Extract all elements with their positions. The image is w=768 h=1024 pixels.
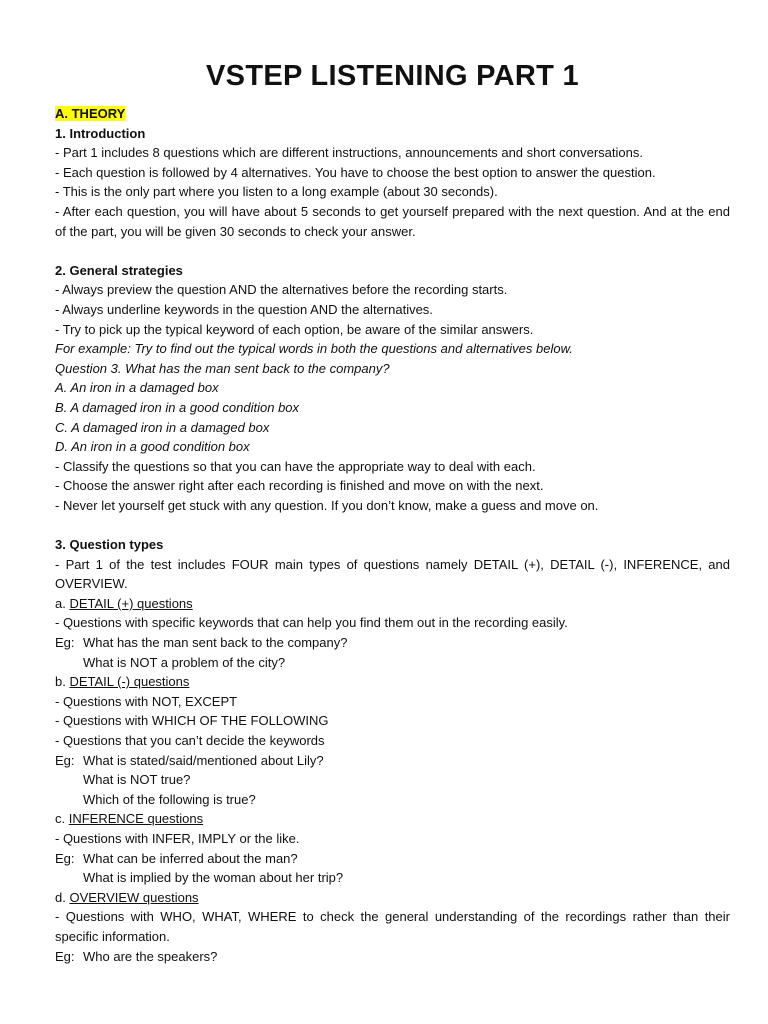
page-title: VSTEP LISTENING PART 1	[206, 60, 579, 92]
type-line: - Questions with WHICH OF THE FOLLOWING	[55, 713, 329, 729]
example-option: B. A damaged iron in a good condition box	[55, 399, 300, 415]
example-option: D. An iron in a good condition box	[55, 439, 250, 455]
type-d-heading: d. OVERVIEW questions	[55, 889, 199, 905]
strategy-line: - Choose the answer right after each recording is finished and move on with the next.	[55, 478, 544, 494]
type-line: - Questions with specific keywords that can help you find them out in the recording easily.	[55, 615, 568, 631]
type-a-heading: a. DETAIL (+) questions	[55, 595, 193, 611]
intro-heading: 1. Introduction	[55, 125, 146, 141]
type-line: - Questions with INFER, IMPLY or the like.	[55, 830, 300, 846]
example-line: What is NOT a problem of the city?	[83, 654, 286, 670]
type-d-title: OVERVIEW questions	[69, 889, 199, 905]
example-question: Question 3. What has the man sent back to the company?	[55, 360, 390, 376]
type-c-title: INFERENCE questions	[68, 811, 204, 827]
eg-label: Eg:	[55, 752, 75, 768]
example-intro: For example: Try to find out the typical words in both the questions and alternatives below.	[55, 341, 573, 357]
example-option: C. A damaged iron in a damaged box	[55, 419, 270, 435]
intro-line: - After each question, you will have about 5 seconds to get yourself prepared with the next question. And at the end of the part, you will be given 30 seconds to check your answer.	[55, 203, 730, 239]
types-intro: - Part 1 of the test includes FOUR main types of questions namely DETAIL (+), DETAIL (-), INFERENCE, and OVERVIEW.	[55, 556, 730, 592]
strategy-line: - Always underline keywords in the question AND the alternatives.	[55, 301, 433, 317]
example-line: Eg: What can be inferred about the man?	[55, 849, 730, 869]
strategy-line: - Try to pick up the typical keyword of each option, be aware of the similar answers.	[55, 321, 534, 337]
strategy-line: - Never let yourself get stuck with any question. If you don’t know, make a guess and move on.	[55, 497, 599, 513]
type-line: - Questions with NOT, EXCEPT	[55, 693, 238, 709]
section-heading	[55, 104, 730, 124]
example-line: Eg: Who are the speakers?	[55, 947, 730, 967]
type-b-heading: b. DETAIL (-) questions	[55, 674, 190, 690]
spacer	[55, 515, 730, 535]
strategy-line: - Classify the questions so that you can have the appropriate way to deal with each.	[55, 458, 536, 474]
example-option: A. An iron in a damaged box	[55, 380, 219, 396]
example-line: Eg: What has the man sent back to the company?	[55, 633, 730, 653]
highlighted-section-label: A. THEORY	[55, 106, 126, 121]
intro-line: - Part 1 includes 8 questions which are different instructions, announcements and short conversations.	[55, 145, 643, 161]
type-b-title: DETAIL (-) questions	[69, 674, 190, 690]
eg-label: Eg:	[55, 948, 75, 964]
example-line: Eg: What is stated/said/mentioned about Lily?	[55, 751, 730, 771]
type-line: - Questions with WHO, WHAT, WHERE to check the general understanding of the recordings rather than their specific information.	[55, 909, 730, 944]
strategy-line: - Always preview the question AND the alternatives before the recording starts.	[55, 282, 508, 298]
example-line: Which of the following is true?	[83, 791, 256, 807]
example-line: What is NOT true?	[83, 772, 191, 788]
eg-label: Eg:	[55, 850, 75, 866]
types-heading: 3. Question types	[55, 537, 164, 553]
spacer	[55, 241, 730, 261]
example-line: What is implied by the woman about her trip?	[83, 870, 344, 886]
type-line: - Questions that you can’t decide the keywords	[55, 733, 325, 748]
intro-line: - This is the only part where you listen to a long example (about 30 seconds).	[55, 184, 498, 200]
type-c-heading: c. INFERENCE questions	[55, 811, 204, 827]
type-a-title: DETAIL (+) questions	[69, 595, 193, 611]
intro-line: - Each question is followed by 4 alternatives. You have to choose the best option to answer the question.	[55, 164, 656, 180]
document-body	[55, 104, 730, 966]
strategies-heading: 2. General strategies	[55, 262, 183, 278]
eg-label: Eg:	[55, 635, 75, 651]
